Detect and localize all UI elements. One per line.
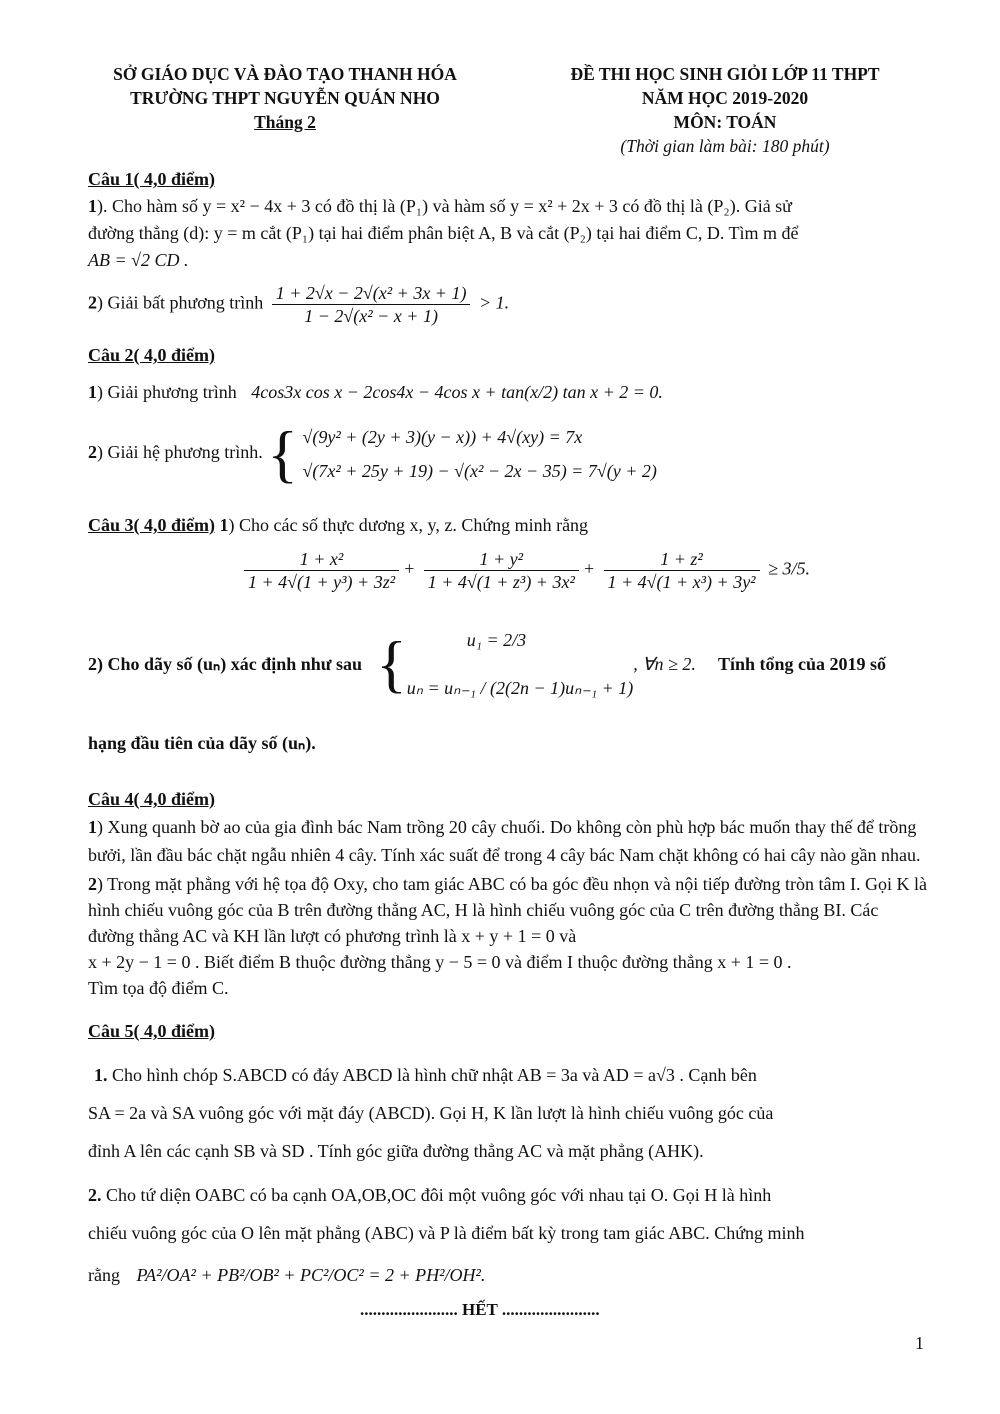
end-marker: ....................... HẾT .......................	[360, 1300, 600, 1319]
header-left	[70, 62, 500, 134]
question-5	[88, 1018, 928, 1294]
fraction-numerator: 1 + z²	[604, 548, 760, 571]
exam-title: ĐỀ THI HỌC SINH GIỎI LỚP 11 THPT	[570, 64, 880, 84]
sequence-first-term: u₁ = 2/3	[466, 630, 527, 650]
part-number: 2	[88, 292, 97, 313]
part-text: ) Giải bất phương trình	[97, 292, 264, 313]
question-5-title: Câu 5( 4,0 điểm)	[88, 1021, 215, 1041]
fraction-numerator: 1 + x²	[244, 548, 399, 571]
part-text: ) Cho các số thực dương x, y, z. Chứng minh rằng	[228, 515, 589, 535]
page-number: 1	[915, 1333, 924, 1353]
fraction-numerator: 1 + y²	[424, 548, 579, 571]
question-4-part-1	[88, 813, 928, 869]
term-3	[604, 548, 760, 593]
part-text-cont: x + 2y − 1 = 0 . Biết điểm B thuộc đường thẳng y − 5 = 0 và điểm I thuộc đường thẳng x + 1 = 0 .	[88, 952, 792, 972]
department-name: SỞ GIÁO DỤC VÀ ĐÀO TẠO THANH HÓA	[113, 64, 457, 84]
part-number: 2.	[88, 1185, 102, 1205]
sequence-system	[407, 616, 633, 712]
part-text-cont: chiếu vuông góc của O lên mặt phẳng (ABC) và P là điểm bất kỳ trong tam giác ABC. Chứng minh	[88, 1223, 805, 1243]
part-condition: AB = √2 CD .	[88, 250, 189, 270]
part-text: ) Xung quanh bờ ao của gia đình bác Nam trồng 20 cây chuối. Do không còn phù hợp bác muốn thay thế để trồng bưởi, lần đầu bác chặt ngẫu nhiên 4 cây. Tính xác suất để trong 4 cây bác Nam chặt không có hai cây nào gần nhau.	[88, 817, 921, 865]
question-2-part-2	[88, 420, 928, 488]
part-number: 1	[88, 382, 97, 402]
part-text-cont: đường thẳng (d): y = m cắt (P₁) tại hai điểm phân biệt A, B và cắt (P₂) tại hai điểm C, D. Tìm m để	[88, 223, 799, 243]
question-4-part-2	[88, 871, 928, 949]
part-text-end: hạng đầu tiên của dãy số (uₙ).	[88, 733, 316, 753]
sequence-definition-row	[88, 616, 928, 712]
part-text: Cho tứ diện OABC có ba cạnh OA,OB,OC đôi một vuông góc với nhau tại O. Gọi H là hình	[101, 1185, 772, 1205]
part-text-end: rằng	[88, 1265, 120, 1285]
part-text-cont: Tính tổng của 2019 số	[717, 653, 886, 674]
header-right	[510, 62, 940, 158]
equation-system	[302, 420, 656, 488]
part-text-end: đỉnh A lên các cạnh SB và SD . Tính góc giữa đường thẳng AC và mặt phẳng (AHK).	[88, 1141, 704, 1161]
question-2-part-1	[88, 379, 928, 406]
inequality-rhs: > 1.	[478, 292, 510, 313]
part-text: ) Trong mặt phẳng với hệ tọa độ Oxy, cho tam giác ABC có ba góc đều nhọn và nội tiếp đường tròn tâm I. Gọi K là hình chiếu vuông góc của B trên đường thẳng AC, H là hình chiếu vuông góc của C trên đường thẳng BI. Các đường thẳng AC và KH lần lượt có phương trình là x + y + 1 = 0 và	[88, 874, 927, 946]
part-text: ) Giải phương trình	[97, 382, 237, 402]
part-text-cont: SA = 2a và SA vuông góc với mặt đáy (ABCD). Gọi H, K lần lượt là hình chiếu vuông góc của	[88, 1103, 774, 1123]
part-text: ). Cho hàm số y = x² − 4x + 3 có đồ thị là (P₁) và hàm số y = x² + 2x + 3 có đồ thị là (P₂). Giả sử	[97, 196, 792, 216]
identity-to-prove: PA²/OA² + PB²/OB² + PC²/OC² = 2 + PH²/OH².	[136, 1265, 486, 1285]
trig-equation: 4cos3x cos x − 2cos4x − 4cos x + tan(x/2) tan x + 2 = 0.	[251, 382, 663, 402]
sequence-condition: , ∀n ≥ 2.	[633, 653, 696, 674]
part-number: 1	[88, 196, 97, 216]
question-5-part-2	[88, 1176, 928, 1214]
sequence-brace: {	[376, 628, 407, 699]
fraction-numerator: 1 + 2√x − 2√(x² + 3x + 1)	[272, 282, 471, 305]
question-1-part-2	[88, 282, 928, 327]
part-text: ) Giải hệ phương trình.	[97, 442, 263, 463]
sequence-recurrence: uₙ = uₙ₋₁ / (2(2n − 1)uₙ₋₁ + 1)	[406, 678, 634, 698]
question-2	[88, 342, 928, 488]
subject: MÔN: TOÁN	[673, 112, 777, 132]
part-number: 1	[88, 817, 97, 837]
inequality-fraction	[272, 282, 471, 327]
question-5-proof-line	[88, 1256, 928, 1294]
question-1-title: Câu 1( 4,0 điểm)	[88, 169, 215, 189]
question-4-title: Câu 4( 4,0 điểm)	[88, 789, 215, 809]
system-eq-2: √(7x² + 25y + 19) − √(x² − 2x − 35) = 7√(y + 2)	[302, 461, 657, 481]
exam-month: Tháng 2	[254, 112, 316, 132]
school-year: NĂM HỌC 2019-2020	[641, 88, 809, 108]
system-brace: {	[267, 418, 298, 489]
fraction-denominator: 1 − 2√(x² − x + 1)	[304, 306, 438, 326]
question-1-part-1	[88, 193, 928, 220]
inequality-to-prove: $\frac{\text{1 + x²}}{\text{1 + 4√(1 + y³) + 3z²}}$ + $\frac{\text{1 + y²}}{\text{1 + 4√(1 + z³) + 3x²}}$ + $\frac{\text{1 + z²}}{\text{1 + 4√(1 + x³) + 3y²}}$ ≥ 3/5.	[240, 548, 810, 593]
question-3-title: Câu 3( 4,0 điểm)	[88, 515, 215, 535]
term-1	[244, 548, 399, 593]
question-4	[88, 786, 928, 1001]
part-number: 2	[88, 874, 97, 894]
system-eq-1: √(9y² + (2y + 3)(y − x)) + 4√(xy) = 7x	[302, 427, 583, 447]
part-number: 2	[88, 442, 97, 463]
fraction-denominator: 1 + 4√(1 + y³) + 3z²	[248, 572, 396, 592]
part-text: ) Cho dãy số (uₙ) xác định như sau	[97, 653, 363, 674]
question-3-part-1	[88, 512, 928, 539]
question-3-part-2	[88, 616, 928, 757]
question-3	[88, 512, 928, 539]
part-number: 1	[215, 515, 229, 535]
part-number: 2	[88, 653, 97, 674]
fraction-denominator: 1 + 4√(1 + x³) + 3y²	[607, 572, 756, 592]
fraction-denominator: 1 + 4√(1 + z³) + 3x²	[427, 572, 575, 592]
question-5-part-1	[88, 1056, 928, 1094]
question-1	[88, 166, 928, 327]
time-limit: (Thời gian làm bài: 180 phút)	[620, 136, 830, 156]
part-text: Cho hình chóp S.ABCD có đáy ABCD là hình chữ nhật AB = 3a và AD = a√3 . Cạnh bên	[107, 1065, 757, 1085]
school-name: TRƯỜNG THPT NGUYỄN QUÁN NHO	[130, 88, 440, 108]
inequality-rhs: ≥ 3/5.	[768, 558, 810, 579]
part-text-end: Tìm tọa độ điểm C.	[88, 978, 229, 998]
question-2-title: Câu 2( 4,0 điểm)	[88, 345, 215, 365]
part-number: 1.	[94, 1065, 108, 1085]
term-2	[424, 548, 579, 593]
